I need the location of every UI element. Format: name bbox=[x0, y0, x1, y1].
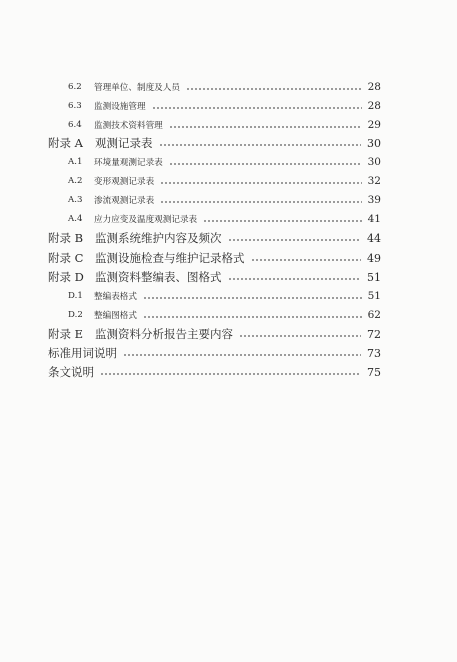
toc-entry[interactable] bbox=[0, 343, 457, 363]
toc-entry-title: 条文说明 bbox=[48, 365, 94, 379]
toc-entry[interactable] bbox=[0, 171, 457, 191]
toc-entry-title: 监测资料分析报告主要内容 bbox=[95, 327, 233, 341]
toc-entry-number: 附录 E bbox=[48, 327, 84, 341]
toc-entry-number: 附录 B bbox=[48, 231, 84, 245]
toc-entry[interactable] bbox=[0, 115, 457, 135]
toc-entry-number: 6.2 bbox=[68, 82, 82, 92]
toc-entry[interactable] bbox=[0, 324, 457, 344]
toc-entry-number: 附录 D bbox=[48, 270, 84, 284]
toc-entry-title: 变形观测记录表 bbox=[94, 177, 155, 187]
toc-entry[interactable] bbox=[0, 248, 457, 268]
toc-entry-number: A.4 bbox=[68, 214, 83, 224]
toc-entry-page: 30 bbox=[367, 136, 381, 150]
dot-leader bbox=[169, 126, 362, 128]
toc-entry-title: 监测资料整编表、图格式 bbox=[95, 270, 222, 284]
dot-leader bbox=[152, 107, 362, 109]
toc-entry-page: 28 bbox=[367, 100, 381, 112]
dot-leader bbox=[100, 373, 361, 375]
toc-entry-title: 观测记录表 bbox=[95, 136, 153, 150]
dot-leader bbox=[143, 297, 362, 299]
toc-entry-number: 附录 A bbox=[48, 136, 83, 150]
toc-entry-number: 附录 C bbox=[48, 251, 84, 265]
toc-entry-page: 32 bbox=[367, 175, 381, 187]
dot-leader bbox=[239, 335, 361, 337]
dot-leader bbox=[203, 220, 362, 222]
toc-entry-page: 51 bbox=[367, 270, 381, 284]
toc-entry-number: 6.4 bbox=[68, 120, 82, 130]
toc-entry-title: 环境量观测记录表 bbox=[94, 158, 163, 168]
toc-entry-page: 28 bbox=[367, 81, 381, 93]
toc-entry-number: A.2 bbox=[68, 176, 83, 186]
toc-entry-page: 72 bbox=[367, 327, 381, 341]
toc-entry[interactable] bbox=[0, 133, 457, 153]
dot-leader bbox=[160, 182, 362, 184]
toc-entry-page: 49 bbox=[367, 251, 381, 265]
toc-entry[interactable] bbox=[0, 152, 457, 172]
toc-entry[interactable] bbox=[0, 209, 457, 229]
toc-entry[interactable] bbox=[0, 305, 457, 325]
toc-entry-page: 73 bbox=[367, 346, 381, 360]
toc-entry-title: 监测设施检查与维护记录格式 bbox=[95, 251, 245, 265]
toc-entry-page: 29 bbox=[367, 119, 381, 131]
toc-entry[interactable] bbox=[0, 96, 457, 116]
toc-entry-title: 整编表格式 bbox=[94, 292, 137, 302]
toc-entry[interactable] bbox=[0, 362, 457, 382]
dot-leader bbox=[143, 316, 362, 318]
dot-leader bbox=[186, 88, 362, 90]
dot-leader bbox=[160, 201, 362, 203]
toc-entry-number: D.2 bbox=[68, 310, 83, 320]
toc-entry-title: 监测设施管理 bbox=[94, 102, 146, 112]
toc-entry[interactable] bbox=[0, 190, 457, 210]
toc-entry-page: 51 bbox=[367, 290, 381, 302]
toc-entry-page: 39 bbox=[367, 194, 381, 206]
toc-entry-title: 管理单位、制度及人员 bbox=[94, 83, 180, 93]
toc-entry-number: A.1 bbox=[68, 157, 83, 167]
toc-entry-title: 监测系统维护内容及频次 bbox=[95, 231, 222, 245]
toc-entry-number: D.1 bbox=[68, 291, 83, 301]
dot-leader bbox=[251, 259, 361, 261]
toc-entry-page: 62 bbox=[367, 309, 381, 321]
toc-entry-page: 30 bbox=[367, 156, 381, 168]
toc-entry-number: 6.3 bbox=[68, 101, 82, 111]
toc-entry[interactable] bbox=[0, 267, 457, 287]
toc-entry[interactable] bbox=[0, 286, 457, 306]
dot-leader bbox=[228, 239, 361, 241]
toc-entry-title: 应力应变及温度观测记录表 bbox=[94, 215, 198, 225]
toc-entry-number: A.3 bbox=[68, 195, 83, 205]
toc-entry-page: 41 bbox=[367, 213, 381, 225]
dot-leader bbox=[159, 144, 361, 146]
toc-entry[interactable] bbox=[0, 228, 457, 248]
toc-entry-title: 渗流观测记录表 bbox=[94, 196, 155, 206]
dot-leader bbox=[169, 163, 362, 165]
dot-leader bbox=[228, 278, 361, 280]
toc-entry-title: 监测技术资料管理 bbox=[94, 121, 163, 131]
toc-entry-page: 44 bbox=[367, 231, 381, 245]
toc-entry[interactable] bbox=[0, 77, 457, 97]
dot-leader bbox=[123, 354, 361, 356]
toc-entry-page: 75 bbox=[367, 365, 381, 379]
toc-entry-title: 标准用词说明 bbox=[48, 346, 117, 360]
toc-entry-title: 整编图格式 bbox=[94, 311, 137, 321]
